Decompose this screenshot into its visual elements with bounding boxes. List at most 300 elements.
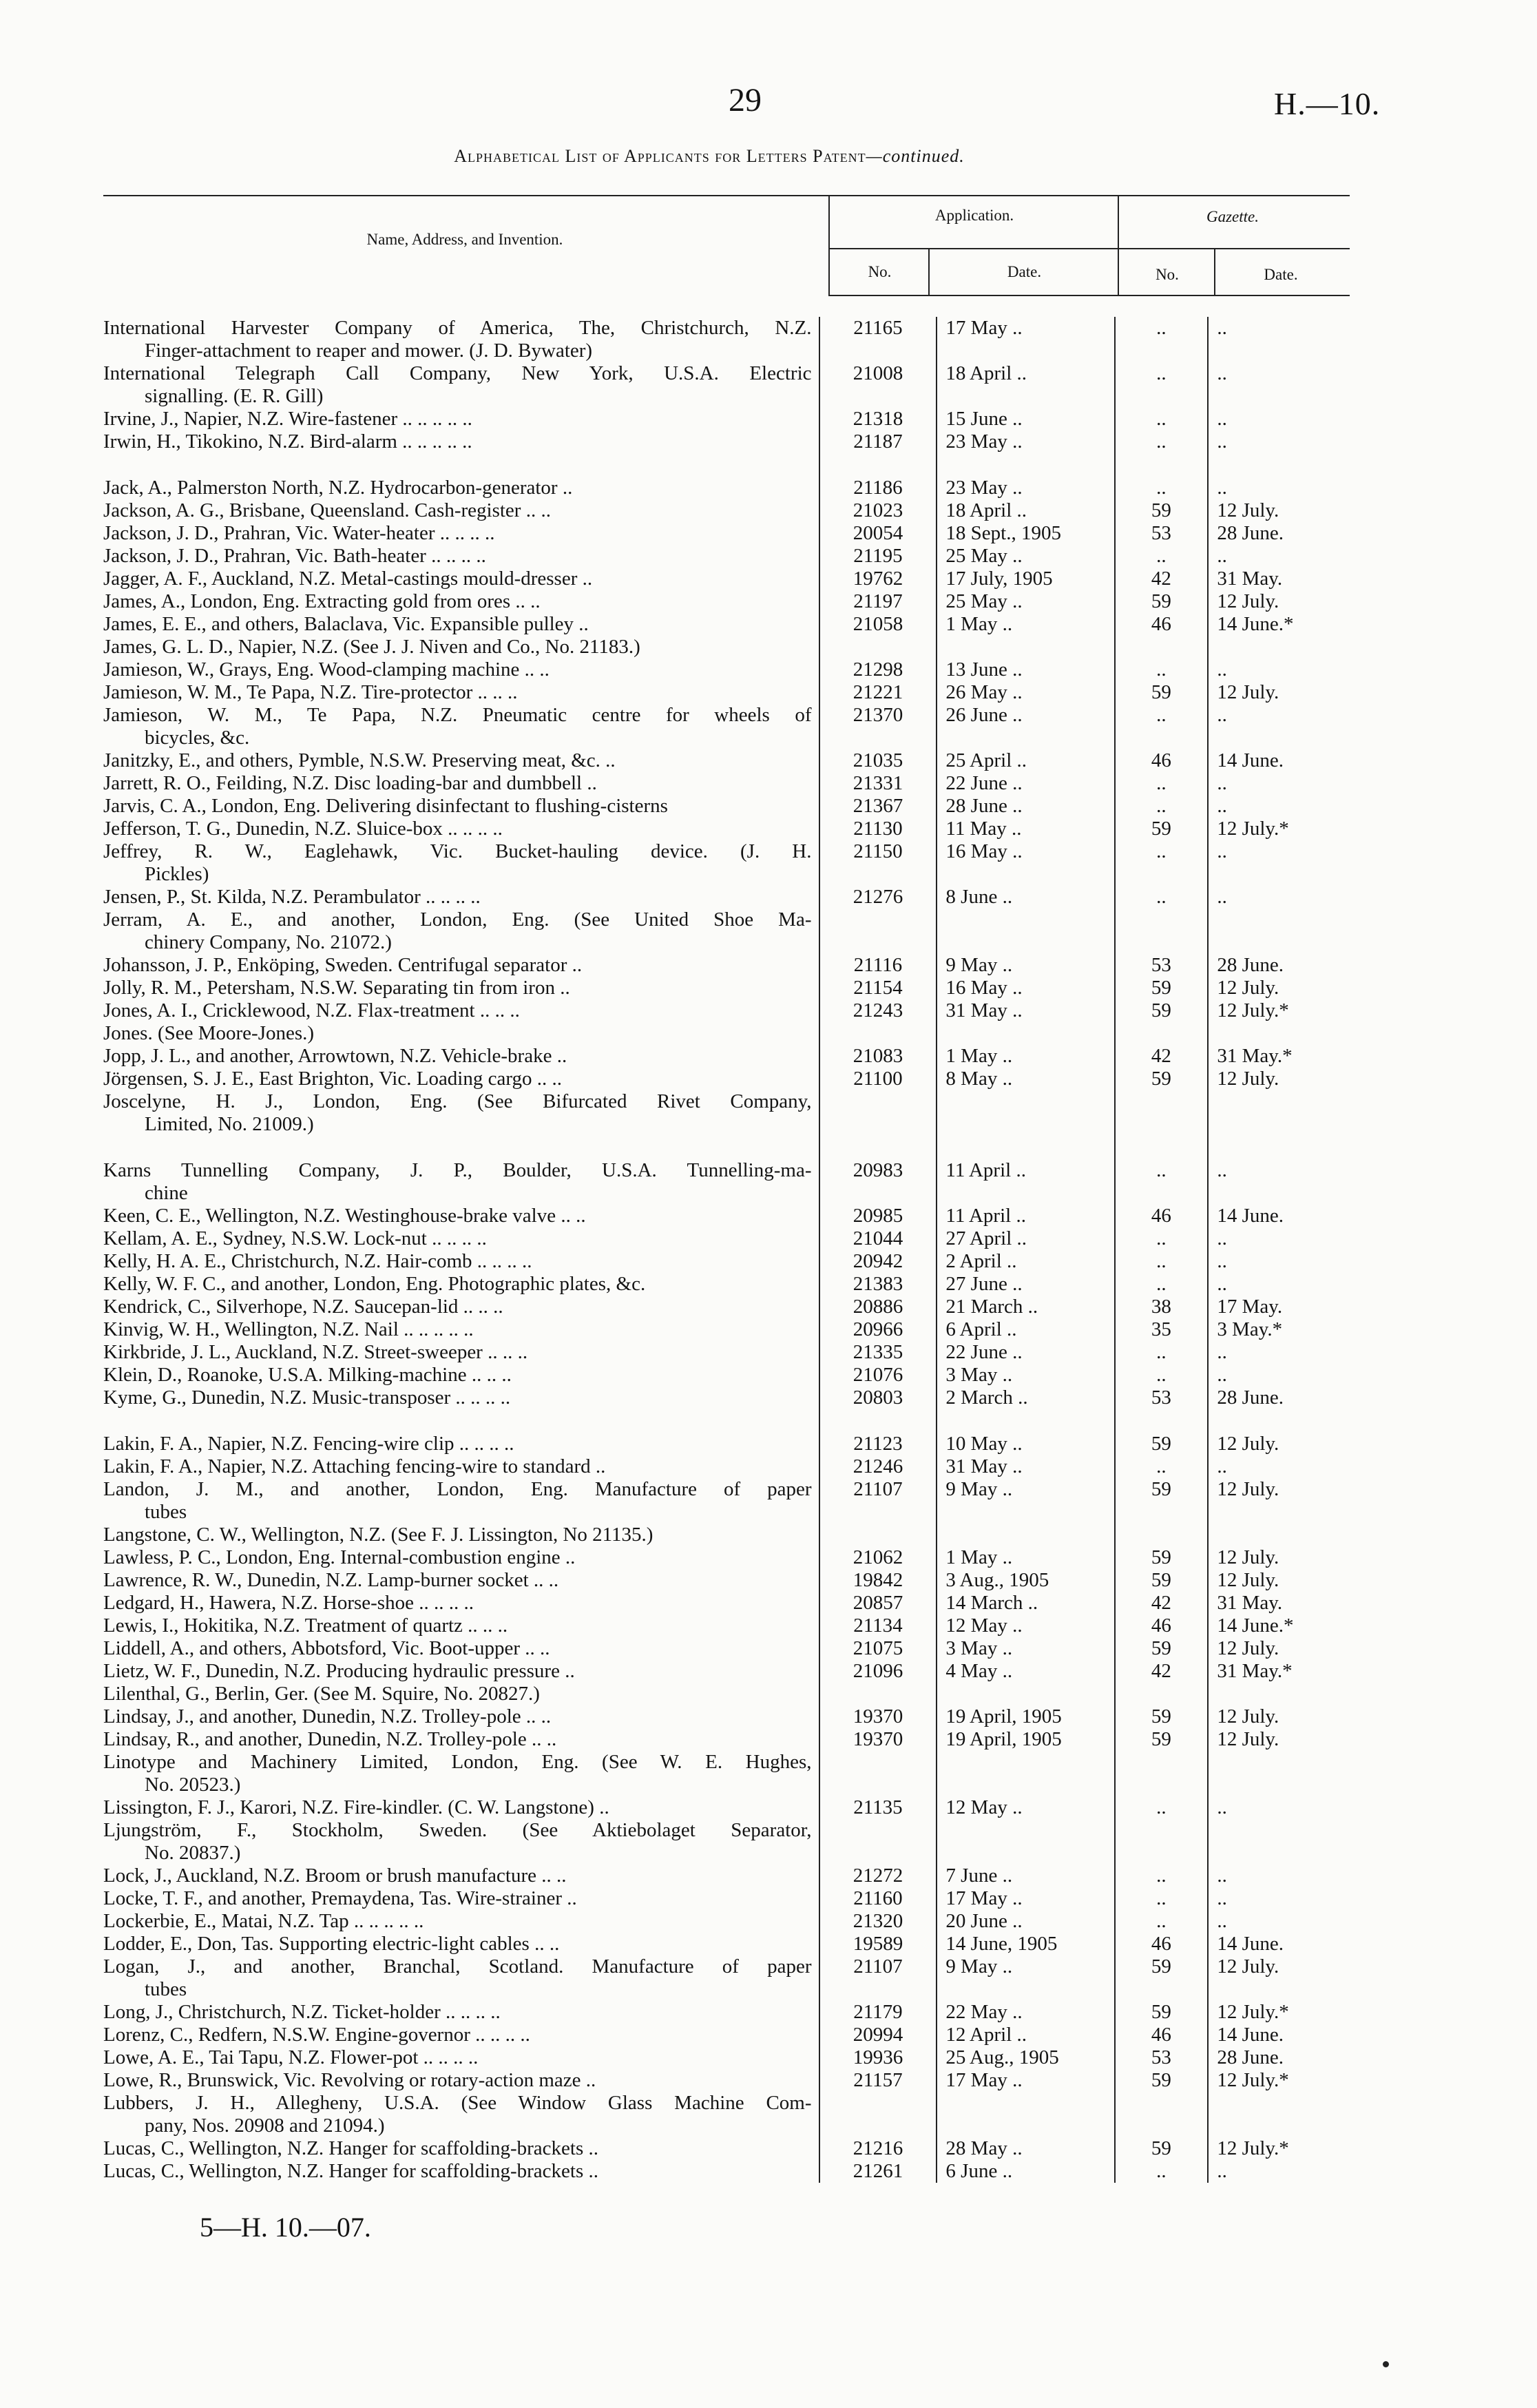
table-row (103, 1705, 1350, 1728)
gap-cell (819, 453, 937, 477)
application-date: 26 May .. (937, 681, 1114, 704)
entry-continuation: bicycles, &c. (145, 727, 250, 749)
gazette-number: 46 (1115, 749, 1209, 772)
entry-cell (103, 2046, 819, 2069)
gazette-number: 38 (1115, 1296, 1209, 1318)
application-date: 31 May .. (937, 999, 1114, 1022)
entry-cell (103, 1090, 819, 1136)
entry-cell (103, 704, 819, 749)
application-date: 8 May .. (937, 1068, 1114, 1090)
gazette-number: .. (1115, 886, 1209, 909)
application-date: 19 April, 1905 (937, 1728, 1114, 1751)
gazette-number: 42 (1115, 1045, 1209, 1068)
footer-mark (1383, 2361, 1389, 2367)
entry-cell (103, 499, 819, 522)
gazette-number: .. (1115, 1865, 1209, 1887)
application-date (937, 1683, 1114, 1705)
entry-line: Jagger, A. F., Auckland, N.Z. Metal-castings mould-dresser .. (103, 568, 593, 590)
application-number (819, 2092, 937, 2137)
entry-cell (103, 1751, 819, 1796)
entry-line: Kelly, H. A. E., Christchurch, N.Z. Hair-comb .. .. .. .. (103, 1250, 532, 1272)
entry-line: Jackson, J. D., Prahran, Vic. Water-heater .. .. .. .. (103, 522, 495, 544)
gazette-date: 28 June. (1208, 522, 1350, 545)
entry-continuation: tubes (145, 1978, 187, 2000)
entry-cell (103, 1592, 819, 1615)
gazette-number: .. (1115, 1364, 1209, 1387)
gazette-number: .. (1115, 1910, 1209, 1933)
gazette-number: 59 (1115, 1546, 1209, 1569)
applicants-table-body (103, 317, 1350, 2183)
application-date: 12 May .. (937, 1796, 1114, 1819)
entry-continuation: No. 20837.) (145, 1842, 241, 1864)
gazette-date: 12 July. (1208, 1569, 1350, 1592)
application-date: 9 May .. (937, 1955, 1114, 2001)
entry-cell (103, 1660, 819, 1683)
gazette-date: 17 May. (1208, 1296, 1350, 1318)
gazette-date: .. (1208, 1910, 1350, 1933)
gazette-number: 59 (1115, 1637, 1209, 1660)
application-date: 3 Aug., 1905 (937, 1569, 1114, 1592)
gazette-date: .. (1208, 795, 1350, 818)
application-date: 28 June .. (937, 795, 1114, 818)
table-row (103, 2001, 1350, 2024)
entry-line: James, G. L. D., Napier, N.Z. (See J. J. Niven and Co., No. 21183.) (103, 636, 640, 658)
entry-cell (103, 2001, 819, 2024)
gazette-number: 53 (1115, 954, 1209, 977)
application-date: 19 April, 1905 (937, 1705, 1114, 1728)
header-name-column: Name, Address, and Invention. (366, 231, 563, 248)
page-title-suffix: —continued. (866, 146, 965, 166)
table-row (103, 1022, 1350, 1045)
table-row (103, 1045, 1350, 1068)
gazette-date: .. (1208, 772, 1350, 795)
entry-cell (103, 1728, 819, 1751)
entry-continuation: Pickles) (145, 863, 209, 885)
entry-line: Jack, A., Palmerston North, N.Z. Hydrocarbon-generator .. (103, 477, 573, 499)
entry-cell (103, 1705, 819, 1728)
gazette-date: 14 June.* (1208, 613, 1350, 636)
table-row (103, 2160, 1350, 2183)
gap-cell (1208, 453, 1350, 477)
entry-cell (103, 1819, 819, 1865)
entry-line: Lawrence, R. W., Dunedin, N.Z. Lamp-burner socket .. .. (103, 1569, 559, 1591)
gazette-number: .. (1115, 477, 1209, 499)
application-date: 20 June .. (937, 1910, 1114, 1933)
table-row (103, 1910, 1350, 1933)
application-number: 21179 (819, 2001, 937, 2024)
table-row (103, 1455, 1350, 1478)
entry-cell (103, 568, 819, 590)
application-number: 20994 (819, 2024, 937, 2046)
application-date: 28 May .. (937, 2137, 1114, 2160)
gap-cell (1208, 1409, 1350, 1433)
gazette-date: 14 June.* (1208, 1615, 1350, 1637)
gap-cell (819, 1136, 937, 1159)
entry-line: James, A., London, Eng. Extracting gold from ores .. .. (103, 590, 541, 612)
application-number: 21261 (819, 2160, 937, 2183)
gazette-date (1208, 1090, 1350, 1136)
gazette-number: 59 (1115, 1955, 1209, 2001)
application-date: 23 May .. (937, 430, 1114, 453)
application-number: 19370 (819, 1705, 937, 1728)
table-row (103, 840, 1350, 886)
gazette-date: 12 July. (1208, 1637, 1350, 1660)
table-row (103, 1433, 1350, 1455)
application-number: 21123 (819, 1433, 937, 1455)
gazette-number: .. (1115, 545, 1209, 568)
application-date: 3 May .. (937, 1637, 1114, 1660)
gazette-number: 59 (1115, 2001, 1209, 2024)
gazette-number: 35 (1115, 1318, 1209, 1341)
application-date: 2 April .. (937, 1250, 1114, 1273)
gazette-number: 42 (1115, 1592, 1209, 1615)
application-date: 1 May .. (937, 613, 1114, 636)
entry-cell (103, 1296, 819, 1318)
table-row (103, 1955, 1350, 2001)
section-gap (103, 1136, 1350, 1159)
table-row (103, 499, 1350, 522)
gazette-number: .. (1115, 795, 1209, 818)
entry-line: Joscelyne, H. J., London, Eng. (See Bifurcated Rivet Company, (103, 1090, 812, 1112)
gazette-date: 12 July. (1208, 977, 1350, 999)
entry-line: Lietz, W. F., Dunedin, N.Z. Producing hydraulic pressure .. (103, 1660, 575, 1682)
gazette-date: 12 July. (1208, 499, 1350, 522)
gazette-date: .. (1208, 1364, 1350, 1387)
entry-line: Kirkbride, J. L., Auckland, N.Z. Street-sweeper .. .. .. (103, 1341, 528, 1363)
entry-cell (103, 613, 819, 636)
gazette-number (1115, 636, 1209, 658)
entry-line: Lowe, A. E., Tai Tapu, N.Z. Flower-pot .. .. .. .. (103, 2046, 479, 2068)
header-sub-rule (830, 248, 1350, 249)
entry-cell (103, 1524, 819, 1546)
entry-line: Kelly, W. F. C., and another, London, Eng. Photographic plates, &c. (103, 1273, 646, 1295)
table-row (103, 545, 1350, 568)
gazette-number: .. (1115, 772, 1209, 795)
table-row (103, 909, 1350, 954)
gazette-date: .. (1208, 1796, 1350, 1819)
entry-line: Kendrick, C., Silverhope, N.Z. Saucepan-lid .. .. .. (103, 1296, 503, 1318)
entry-continuation: tubes (145, 1501, 187, 1523)
application-date: 6 April .. (937, 1318, 1114, 1341)
entry-cell (103, 2024, 819, 2046)
table-row (103, 1546, 1350, 1569)
entry-cell (103, 1068, 819, 1090)
entry-line: Kyme, G., Dunedin, N.Z. Music-transposer .. .. .. .. (103, 1387, 511, 1409)
entry-cell (103, 999, 819, 1022)
entry-continuation: Limited, No. 21009.) (145, 1113, 314, 1135)
gazette-number: .. (1115, 2160, 1209, 2183)
application-date (937, 1022, 1114, 1045)
entry-line: International Telegraph Call Company, New York, U.S.A. Electric (103, 362, 812, 384)
application-date: 15 June .. (937, 408, 1114, 430)
entry-cell (103, 1433, 819, 1455)
gazette-date: 28 June. (1208, 2046, 1350, 2069)
entry-cell (103, 840, 819, 886)
table-row (103, 818, 1350, 840)
page-title-main: Alphabetical List of Applicants for Letters Patent (454, 146, 866, 166)
entry-cell (103, 1341, 819, 1364)
gazette-date: .. (1208, 477, 1350, 499)
application-date: 17 May .. (937, 317, 1114, 362)
entry-cell (103, 1205, 819, 1227)
gazette-date: 14 June. (1208, 749, 1350, 772)
application-number: 21134 (819, 1615, 937, 1637)
application-number: 21370 (819, 704, 937, 749)
application-date: 4 May .. (937, 1660, 1114, 1683)
table-row (103, 477, 1350, 499)
entry-cell (103, 317, 819, 362)
table-row (103, 1068, 1350, 1090)
gazette-number: .. (1115, 1250, 1209, 1273)
page-number: 29 (729, 82, 762, 118)
table-row (103, 2046, 1350, 2069)
application-number: 21195 (819, 545, 937, 568)
table-row (103, 1387, 1350, 1409)
application-date: 16 May .. (937, 977, 1114, 999)
entry-cell (103, 430, 819, 453)
gazette-number (1115, 1683, 1209, 1705)
entry-line: Ljungström, F., Stockholm, Sweden. (See Aktiebolaget Separator, (103, 1819, 812, 1841)
table-row (103, 1887, 1350, 1910)
application-number: 21272 (819, 1865, 937, 1887)
application-date: 12 May .. (937, 1615, 1114, 1637)
application-number: 21008 (819, 362, 937, 408)
application-number: 21276 (819, 886, 937, 909)
entry-cell (103, 1865, 819, 1887)
application-number: 19936 (819, 2046, 937, 2069)
gazette-number: .. (1115, 840, 1209, 886)
table-row (103, 1819, 1350, 1865)
entry-line: Logan, J., and another, Branchal, Scotland. Manufacture of paper (103, 1955, 812, 1978)
entry-cell (103, 1637, 819, 1660)
gazette-number: 59 (1115, 977, 1209, 999)
table-row (103, 1478, 1350, 1524)
entry-line: Long, J., Christchurch, N.Z. Ticket-holder .. .. .. .. (103, 2001, 501, 2023)
table-row (103, 977, 1350, 999)
entry-continuation: chine (145, 1182, 188, 1204)
application-number: 21076 (819, 1364, 937, 1387)
table-row (103, 522, 1350, 545)
gazette-number: .. (1115, 1159, 1209, 1205)
table-row (103, 317, 1350, 362)
gazette-date: .. (1208, 545, 1350, 568)
application-date: 9 May .. (937, 1478, 1114, 1524)
gazette-number: .. (1115, 317, 1209, 362)
table-row (103, 1250, 1350, 1273)
applicants-table (103, 317, 1350, 2183)
entry-line: Lubbers, J. H., Allegheny, U.S.A. (See Window Glass Machine Com- (103, 2092, 812, 2114)
gazette-date: 31 May.* (1208, 1660, 1350, 1683)
application-date: 25 May .. (937, 545, 1114, 568)
entry-cell (103, 590, 819, 613)
gazette-number: .. (1115, 1227, 1209, 1250)
entry-line: Jerram, A. E., and another, London, Eng. (See United Shoe Ma- (103, 909, 812, 931)
entry-line: Lorenz, C., Redfern, N.S.W. Engine-governor .. .. .. .. (103, 2024, 530, 2046)
gazette-number: .. (1115, 1796, 1209, 1819)
gazette-number: 53 (1115, 1387, 1209, 1409)
entry-line: Lindsay, J., and another, Dunedin, N.Z. Trolley-pole .. .. (103, 1705, 552, 1727)
entry-cell (103, 1364, 819, 1387)
gazette-number: .. (1115, 658, 1209, 681)
entry-cell (103, 408, 819, 430)
entry-line: Jopp, J. L., and another, Arrowtown, N.Z. Vehicle-brake .. (103, 1045, 567, 1067)
table-row (103, 772, 1350, 795)
entry-line: Keen, C. E., Wellington, N.Z. Westinghouse-brake valve .. .. (103, 1205, 586, 1227)
gazette-number: 59 (1115, 1478, 1209, 1524)
gazette-number: .. (1115, 1273, 1209, 1296)
gazette-number: 46 (1115, 1615, 1209, 1637)
gazette-date: 12 July. (1208, 1546, 1350, 1569)
gazette-date: 12 July. (1208, 1728, 1350, 1751)
application-date: 1 May .. (937, 1045, 1114, 1068)
application-number: 21243 (819, 999, 937, 1022)
gap-cell (1115, 1409, 1209, 1433)
application-number: 21197 (819, 590, 937, 613)
gazette-date: 14 June. (1208, 1205, 1350, 1227)
entry-continuation: signalling. (E. R. Gill) (145, 385, 324, 407)
table-row (103, 1273, 1350, 1296)
entry-cell (103, 1318, 819, 1341)
entry-cell (103, 909, 819, 954)
entry-line: Liddell, A., and others, Abbotsford, Vic. Boot-upper .. .. (103, 1637, 550, 1659)
entry-line: Lock, J., Auckland, N.Z. Broom or brush manufacture .. .. (103, 1865, 567, 1887)
gazette-number: 46 (1115, 2024, 1209, 2046)
entry-line: International Harvester Company of America, The, Christchurch, N.Z. (103, 317, 812, 339)
gazette-date (1208, 1751, 1350, 1796)
entry-cell (103, 818, 819, 840)
application-number: 21035 (819, 749, 937, 772)
page-title (0, 146, 1419, 167)
gazette-date: .. (1208, 886, 1350, 909)
gazette-number: 59 (1115, 818, 1209, 840)
gazette-number (1115, 2092, 1209, 2137)
entry-cell (103, 772, 819, 795)
entry-line: Janitzky, E., and others, Pymble, N.S.W. Preserving meat, &c. .. (103, 749, 616, 771)
table-row (103, 2024, 1350, 2046)
entry-line: Johansson, J. P., Enköping, Sweden. Centrifugal separator .. (103, 954, 583, 976)
section-gap (103, 1409, 1350, 1433)
entry-line: Jörgensen, S. J. E., East Brighton, Vic. Loading cargo .. .. (103, 1068, 562, 1090)
application-number: 21187 (819, 430, 937, 453)
application-number: 20966 (819, 1318, 937, 1341)
entry-cell (103, 2092, 819, 2137)
table-row (103, 1227, 1350, 1250)
application-date: 18 April .. (937, 362, 1114, 408)
application-date: 21 March .. (937, 1296, 1114, 1318)
gazette-date: .. (1208, 1227, 1350, 1250)
application-date: 18 Sept., 1905 (937, 522, 1114, 545)
application-number: 21083 (819, 1045, 937, 1068)
table-row (103, 1728, 1350, 1751)
gazette-number: 59 (1115, 590, 1209, 613)
application-number: 21135 (819, 1796, 937, 1819)
gazette-number (1115, 1819, 1209, 1865)
gazette-date: .. (1208, 1159, 1350, 1205)
entry-line: Jamieson, W., Grays, Eng. Wood-clamping machine .. .. (103, 658, 550, 681)
application-date: 25 April .. (937, 749, 1114, 772)
gazette-date: .. (1208, 362, 1350, 408)
entry-line: Lilenthal, G., Berlin, Ger. (See M. Squire, No. 20827.) (103, 1683, 540, 1705)
gazette-number: 59 (1115, 1569, 1209, 1592)
gazette-date (1208, 1524, 1350, 1546)
entry-line: Lockerbie, E., Matai, N.Z. Tap .. .. .. .. .. (103, 1910, 424, 1932)
gazette-number: 46 (1115, 1933, 1209, 1955)
entry-cell (103, 1615, 819, 1637)
table-row (103, 1159, 1350, 1205)
entry-line: James, E. E., and others, Balaclava, Vic. Expansible pulley .. (103, 613, 589, 635)
application-date (937, 909, 1114, 954)
gazette-number: 42 (1115, 568, 1209, 590)
application-date: 25 Aug., 1905 (937, 2046, 1114, 2069)
application-number: 21107 (819, 1955, 937, 2001)
gazette-number (1115, 909, 1209, 954)
entry-line: Jolly, R. M., Petersham, N.S.W. Separating tin from iron .. (103, 977, 570, 999)
application-number: 21160 (819, 1887, 937, 1910)
gazette-number: 59 (1115, 1728, 1209, 1751)
application-number: 19589 (819, 1933, 937, 1955)
gazette-date: .. (1208, 1250, 1350, 1273)
entry-line: Lawless, P. C., London, Eng. Internal-combustion engine .. (103, 1546, 576, 1568)
gazette-number: .. (1115, 362, 1209, 408)
entry-line: Kellam, A. E., Sydney, N.S.W. Lock-nut .. .. .. .. (103, 1227, 487, 1249)
gazette-number: 59 (1115, 999, 1209, 1022)
application-number: 20803 (819, 1387, 937, 1409)
entry-cell (103, 1796, 819, 1819)
table-row (103, 1637, 1350, 1660)
application-date (937, 1819, 1114, 1865)
application-date: 3 May .. (937, 1364, 1114, 1387)
gazette-date (1208, 909, 1350, 954)
gazette-date: .. (1208, 1341, 1350, 1364)
gazette-date: 12 July.* (1208, 818, 1350, 840)
table-row (103, 636, 1350, 658)
header-bottom-rule (830, 295, 1350, 296)
gazette-number: 53 (1115, 2046, 1209, 2069)
table-row (103, 1341, 1350, 1364)
table-row (103, 1205, 1350, 1227)
gazette-date: 12 July.* (1208, 2001, 1350, 2024)
application-number: 21075 (819, 1637, 937, 1660)
entry-line: Jones. (See Moore-Jones.) (103, 1022, 315, 1044)
entry-cell (103, 1933, 819, 1955)
entry-cell (103, 1478, 819, 1524)
table-row (103, 1364, 1350, 1387)
table-row (103, 2137, 1350, 2160)
table-row (103, 1318, 1350, 1341)
gazette-date: .. (1208, 1887, 1350, 1910)
application-number (819, 1819, 937, 1865)
table-row (103, 1751, 1350, 1796)
gap-cell (937, 453, 1114, 477)
entry-line: Ledgard, H., Hawera, N.Z. Horse-shoe .. .. .. .. (103, 1592, 474, 1614)
table-row (103, 999, 1350, 1022)
application-number: 20886 (819, 1296, 937, 1318)
gap-cell (103, 1409, 819, 1433)
entry-line: Lindsay, R., and another, Dunedin, N.Z. Trolley-pole .. .. (103, 1728, 557, 1750)
entry-continuation: Finger-attachment to reaper and mower. (J. D. Bywater) (145, 340, 593, 362)
entry-line: Kinvig, W. H., Wellington, N.Z. Nail .. .. .. .. .. (103, 1318, 474, 1340)
entry-cell (103, 1683, 819, 1705)
application-number: 21186 (819, 477, 937, 499)
application-number (819, 636, 937, 658)
entry-line: Lowe, R., Brunswick, Vic. Revolving or rotary-action maze .. (103, 2069, 596, 2091)
entry-line: Jackson, J. D., Prahran, Vic. Bath-heater .. .. .. .. (103, 545, 486, 567)
application-date: 11 April .. (937, 1205, 1114, 1227)
entry-cell (103, 522, 819, 545)
entry-line: Lewis, I., Hokitika, N.Z. Treatment of quartz .. .. .. (103, 1615, 508, 1637)
application-date: 22 June .. (937, 772, 1114, 795)
entry-line: Lucas, C., Wellington, N.Z. Hanger for scaffolding-brackets .. (103, 2137, 598, 2159)
